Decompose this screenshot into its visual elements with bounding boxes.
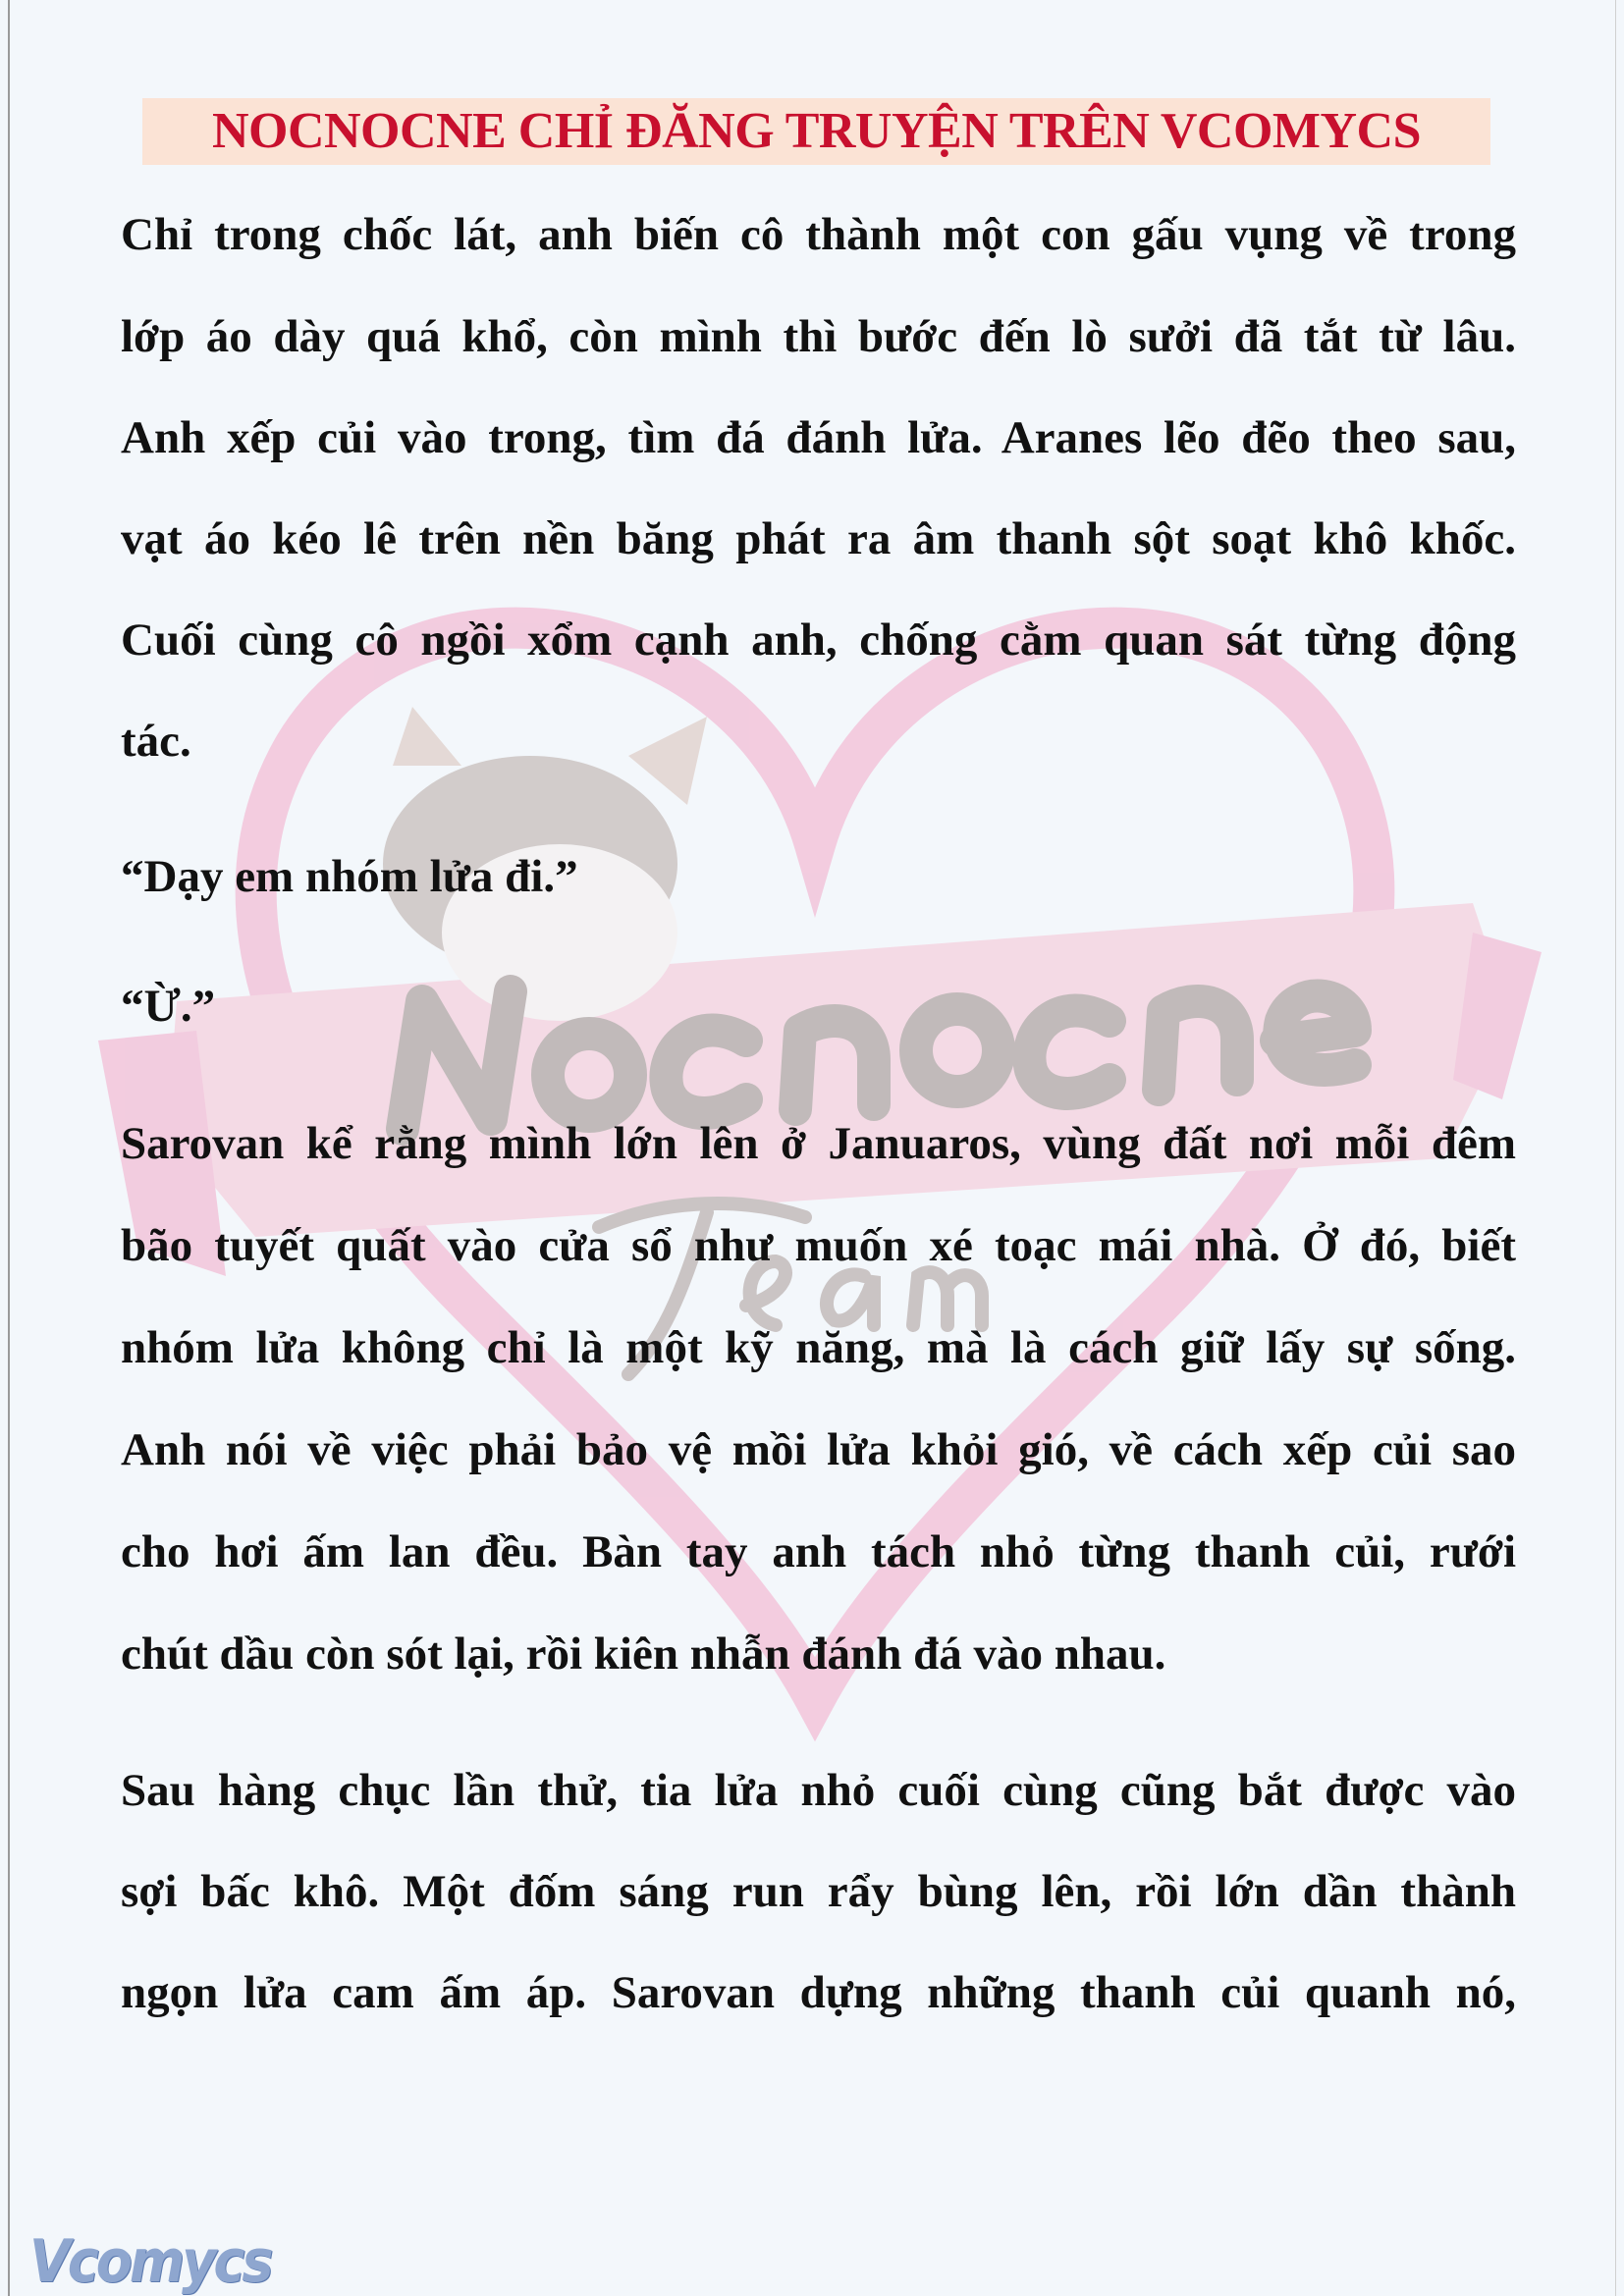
text-line: ngọn lửa cam ấm áp. Sarovan dựng những thanh củi quanh nó,: [121, 1967, 1516, 2018]
text-line: lớp áo dày quá khổ, còn mình thì bước đến lò sưởi đã tắt từ lâu.: [121, 311, 1516, 362]
notice-banner: NOCNOCNE CHỈ ĐĂNG TRUYỆN TRÊN VCOMYCS: [142, 98, 1490, 165]
text-line: bão tuyết quất vào cửa sổ như muốn xé toạc mái nhà. Ở đó, biết: [121, 1220, 1516, 1271]
vcomycs-logo: Vcomycs: [29, 2226, 271, 2296]
text-line: Cuối cùng cô ngồi xổm cạnh anh, chống cằm quan sát từng động: [121, 614, 1516, 666]
text-line: vạt áo kéo lê trên nền băng phát ra âm thanh sột soạt khô khốc.: [121, 513, 1516, 564]
text-line: Sarovan kể rằng mình lớn lên ở Januaros, vùng đất nơi mỗi đêm: [121, 1118, 1516, 1169]
text-line: sợi bấc khô. Một đốm sáng run rẩy bùng lên, rồi lớn dần thành: [121, 1866, 1516, 1917]
text-line: Anh nói về việc phải bảo vệ mồi lửa khỏi gió, về cách xếp củi sao: [121, 1424, 1516, 1475]
text-line: Sau hàng chục lần thử, tia lửa nhỏ cuối cùng cũng bắt được vào: [121, 1765, 1516, 1816]
dialogue-line: “Dạy em nhóm lửa đi.”: [121, 851, 578, 902]
text-line: cho hơi ấm lan đều. Bàn tay anh tách nhỏ từng thanh củi, rưới: [121, 1526, 1516, 1577]
text-line: chút dầu còn sót lại, rồi kiên nhẫn đánh đá vào nhau.: [121, 1629, 1166, 1680]
text-line: Anh xếp củi vào trong, tìm đá đánh lửa. Aranes lẽo đẽo theo sau,: [121, 412, 1516, 463]
dialogue-line: “Ừ.”: [121, 981, 216, 1032]
text-line: tác.: [121, 716, 191, 767]
text-line: nhóm lửa không chỉ là một kỹ năng, mà là cách giữ lấy sự sống.: [121, 1322, 1516, 1373]
text-line: Chỉ trong chốc lát, anh biến cô thành một con gấu vụng về trong: [121, 209, 1516, 260]
